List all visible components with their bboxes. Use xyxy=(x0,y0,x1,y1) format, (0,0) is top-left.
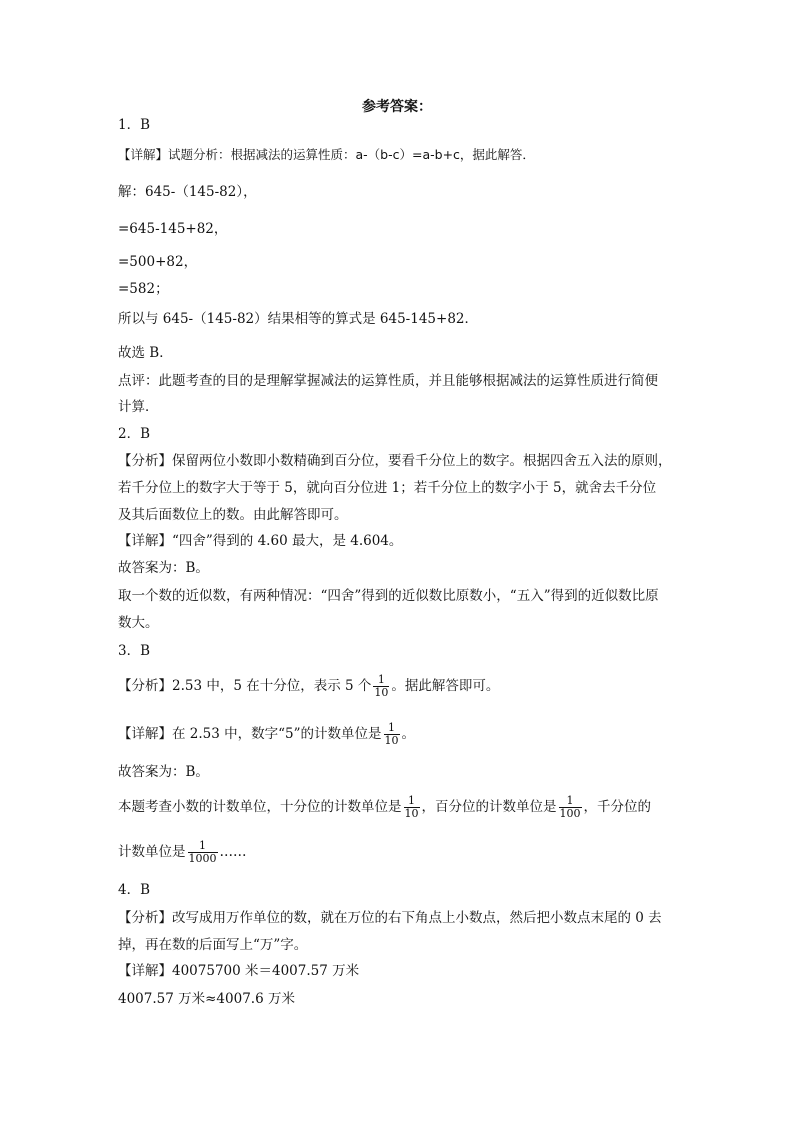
fraction-one-tenth: $\frac{1}{10}$ xyxy=(374,673,389,699)
q3-explanation-text: 本题考查小数的计数单位，十分位的计数单位是 xyxy=(118,799,402,815)
q1-step-4: =582； xyxy=(118,281,169,297)
q3-ellipsis: …… xyxy=(219,844,247,860)
q3-detail xyxy=(118,722,415,747)
q4-detail-line-2: 4007.57 万米≈4007.6 万米 xyxy=(118,991,295,1007)
q4-detail-line-1: 【详解】40075700 米＝4007.57 万米 xyxy=(118,963,360,979)
q3-explanation-cont-text: 计数单位是 xyxy=(118,844,186,860)
q1-conclusion: 故选 B． xyxy=(118,345,173,361)
q1-step-3: =500+82， xyxy=(118,254,198,270)
q2-detail: 【详解】“四舍”得到的 4.60 最大，是 4.604。 xyxy=(118,533,403,549)
q1-step-5: 所以与 645-（145-82）结果相等的算式是 645-145+82． xyxy=(118,311,479,327)
q3-explanation-end: ，千分位的 xyxy=(583,799,651,815)
q2-analysis-line-1: 【分析】保留两位小数即小数精确到百分位，要看千分位上的数字。根据四舍五入法的原则， xyxy=(118,453,672,469)
q2-explanation-line-1: 取一个数的近似数，有两种情况：“四舍”得到的近似数比原数小，“五入”得到的近似数比原 xyxy=(118,588,659,604)
q3-answer: 故答案为：B。 xyxy=(118,764,209,780)
q2-answer: 故答案为：B。 xyxy=(118,560,209,576)
q4-analysis-line-1: 【分析】改写成用万作单位的数，就在万位的右下角点上小数点，然后把小数点末尾的 0 去 xyxy=(118,910,662,926)
q3-detail-text: 【详解】在 2.53 中，数字“5”的计数单位是 xyxy=(118,726,382,742)
q3-analysis-end: 。据此解答即可。 xyxy=(391,678,500,694)
q2-analysis-line-2: 若千分位上的数字大于等于 5，就向百分位进 1；若千分位上的数字小于 5，就舍去千分位 xyxy=(118,480,657,496)
q3-explanation-cont xyxy=(118,840,247,865)
q3-analysis-text: 【分析】2.53 中，5 在十分位，表示 5 个 xyxy=(118,678,372,694)
q1-detail: 【详解】试题分析：根据减法的运算性质：a-（b-c）=a-b+c，据此解答． xyxy=(118,147,535,162)
q1-comment-line-2: 计算． xyxy=(118,399,159,415)
q4-analysis-line-2: 掉，再在数的后面写上“万”字。 xyxy=(118,937,308,953)
q1-label: 1．B xyxy=(118,117,151,133)
q3-explanation-mid: ，百分位的计数单位是 xyxy=(421,799,557,815)
q1-comment-line-1: 点评：此题考查的目的是理解掌握减法的运算性质，并且能够根据减法的运算性质进行简便 xyxy=(118,373,658,389)
q2-explanation-line-2: 数大。 xyxy=(118,615,159,631)
q2-label: 2．B xyxy=(118,426,151,442)
page-title: 参考答案： xyxy=(362,99,432,115)
q3-explanation xyxy=(118,795,651,820)
fraction-one-hundredth: $\frac{1}{100}$ xyxy=(559,794,581,820)
q3-analysis xyxy=(118,674,499,699)
fraction-one-tenth: $\frac{1}{10}$ xyxy=(404,794,419,820)
q3-label: 3．B xyxy=(118,643,151,659)
fraction-one-thousandth: $\frac{1}{1000}$ xyxy=(188,839,217,865)
q1-step-1: 解：645-（145-82）， xyxy=(118,184,257,200)
q1-step-2: =645-145+82， xyxy=(118,221,228,237)
q4-label: 4．B xyxy=(118,882,151,898)
q3-detail-end: 。 xyxy=(401,726,416,742)
fraction-one-tenth: $\frac{1}{10}$ xyxy=(384,721,399,747)
q2-analysis-line-3: 及其后面数位上的数。由此解答即可。 xyxy=(118,507,348,523)
